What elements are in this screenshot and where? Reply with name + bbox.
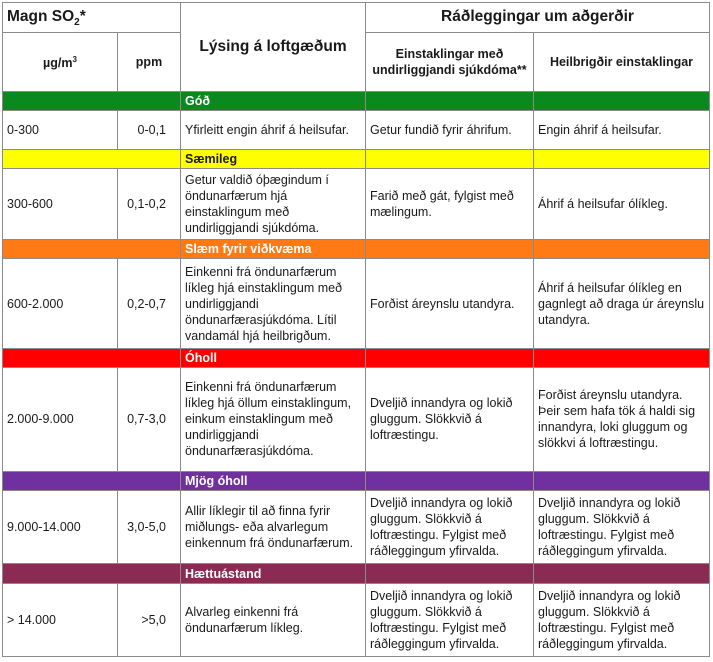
- band-swatch: [366, 239, 534, 258]
- healthy-group-header: Heilbrigðir einstaklingar: [534, 32, 710, 91]
- band-swatch: [3, 471, 181, 490]
- band-swatch: [3, 91, 181, 110]
- concentration-header: [3, 3, 181, 33]
- band-row: [3, 239, 710, 258]
- ug-value: 0-300: [3, 110, 118, 149]
- table-row: [3, 110, 710, 149]
- description-text: Einkenni frá öndunarfærum líkleg hjá öllum einstaklingum, einkum einstaklingum með undirliggjandi öndunarfærasjúkdóma.: [181, 368, 366, 472]
- healthy-advice: Áhrif á heilsufar ólíkleg.: [534, 168, 710, 239]
- table-row: [3, 491, 710, 564]
- ug-value: 9.000-14.000: [3, 491, 118, 564]
- healthy-advice: Engin áhrif á heilsufar.: [534, 110, 710, 149]
- concentration-subscript: 2: [74, 17, 80, 29]
- ppm-value: >5,0: [118, 583, 181, 656]
- healthy-advice: Dveljið innandyra og lokið gluggum. Slökkvið á loftræstingu. Fylgist með ráðleggingum yfirvalda.: [534, 491, 710, 564]
- band-swatch: [366, 564, 534, 583]
- description-text: Getur valdið óþægindum í öndunarfærum hjá einstaklingum með undirliggjandi sjúkdóma.: [181, 168, 366, 239]
- sensitive-group-header: Einstaklingar með undirliggjandi sjúkdóma**: [366, 32, 534, 91]
- sensitive-advice: Getur fundið fyrir áhrifum.: [366, 110, 534, 149]
- band-name: Mjög óholl: [181, 471, 366, 490]
- band-row: [3, 471, 710, 490]
- band-swatch: [366, 149, 534, 168]
- band-swatch: [534, 149, 710, 168]
- band-swatch: [534, 471, 710, 490]
- band-swatch: [3, 149, 181, 168]
- concentration-label: Magn SO: [7, 8, 75, 25]
- band-row: [3, 564, 710, 583]
- band-swatch: [3, 239, 181, 258]
- band-name: Sæmileg: [181, 149, 366, 168]
- sensitive-advice: Dveljið innandyra og lokið gluggum. Slökkvið á loftræstingu. Fylgist með ráðleggingum yfirvalda.: [366, 491, 534, 564]
- band-row: [3, 149, 710, 168]
- band-swatch: [366, 471, 534, 490]
- ug-value: 600-2.000: [3, 259, 118, 348]
- table-row: [3, 168, 710, 239]
- description-text: Allir líklegir til að finna fyrir miðlungs- eða alvarlegum einkennum frá öndunarfærum.: [181, 491, 366, 564]
- unit-ppm-header: ppm: [118, 32, 181, 91]
- band-name: Slæm fyrir viðkvæma: [181, 239, 366, 258]
- ppm-value: 0,7-3,0: [118, 368, 181, 472]
- air-quality-table: [2, 2, 710, 657]
- ppm-value: 0-0,1: [118, 110, 181, 149]
- description-text: Einkenni frá öndunarfærum líkleg hjá einstaklingum með undirliggjandi öndunarfærasjúkdóma. Lítil vandamál hjá heilbrigðum.: [181, 259, 366, 348]
- sensitive-advice: Farið með gát, fylgist með mælingum.: [366, 168, 534, 239]
- band-row: [3, 348, 710, 367]
- healthy-advice: Forðist áreynslu utandyra. Þeir sem hafa tök á haldi sig innandyra, loki gluggum og slökkvi á loftræstingu.: [534, 368, 710, 472]
- unit-ug-superscript: 3: [72, 54, 77, 64]
- band-swatch: [534, 239, 710, 258]
- ppm-value: 0,2-0,7: [118, 259, 181, 348]
- description-header: Lýsing á loftgæðum: [181, 3, 366, 92]
- ug-value: > 14.000: [3, 583, 118, 656]
- ppm-value: 0,1-0,2: [118, 168, 181, 239]
- band-swatch: [534, 564, 710, 583]
- unit-ug-label: µg/m: [43, 56, 73, 71]
- healthy-advice: Dveljið innandyra og lokið gluggum. Slökkvið á loftræstingu. Fylgist með ráðleggingum yfirvalda.: [534, 583, 710, 656]
- band-name: Góð: [181, 91, 366, 110]
- recommendations-header: Ráðleggingar um aðgerðir: [366, 3, 710, 33]
- band-swatch: [3, 348, 181, 367]
- ug-value: 2.000-9.000: [3, 368, 118, 472]
- band-swatch: [366, 91, 534, 110]
- band-swatch: [534, 348, 710, 367]
- sensitive-advice: Forðist áreynslu utandyra.: [366, 259, 534, 348]
- table-row: [3, 368, 710, 472]
- table-row: [3, 259, 710, 348]
- band-name: Óholl: [181, 348, 366, 367]
- description-text: Alvarleg einkenni frá öndunarfærum líkleg.: [181, 583, 366, 656]
- sensitive-advice: Dveljið innandyra og lokið gluggum. Slökkvið á loftræstingu. Fylgist með ráðleggingum yfirvalda.: [366, 583, 534, 656]
- unit-ug-header: [3, 32, 118, 91]
- ug-value: 300-600: [3, 168, 118, 239]
- description-text: Yfirleitt engin áhrif á heilsufar.: [181, 110, 366, 149]
- table-row: [3, 583, 710, 656]
- band-row: [3, 91, 710, 110]
- concentration-star: *: [79, 8, 86, 25]
- band-swatch: [3, 564, 181, 583]
- band-swatch: [534, 91, 710, 110]
- band-name: Hættuástand: [181, 564, 366, 583]
- healthy-advice: Áhrif á heilsufar ólíkleg en gagnlegt að draga úr áreynslu utandyra.: [534, 259, 710, 348]
- band-swatch: [366, 348, 534, 367]
- ppm-value: 3,0-5,0: [118, 491, 181, 564]
- sensitive-advice: Dveljið innandyra og lokið gluggum. Slökkvið á loftræstingu.: [366, 368, 534, 472]
